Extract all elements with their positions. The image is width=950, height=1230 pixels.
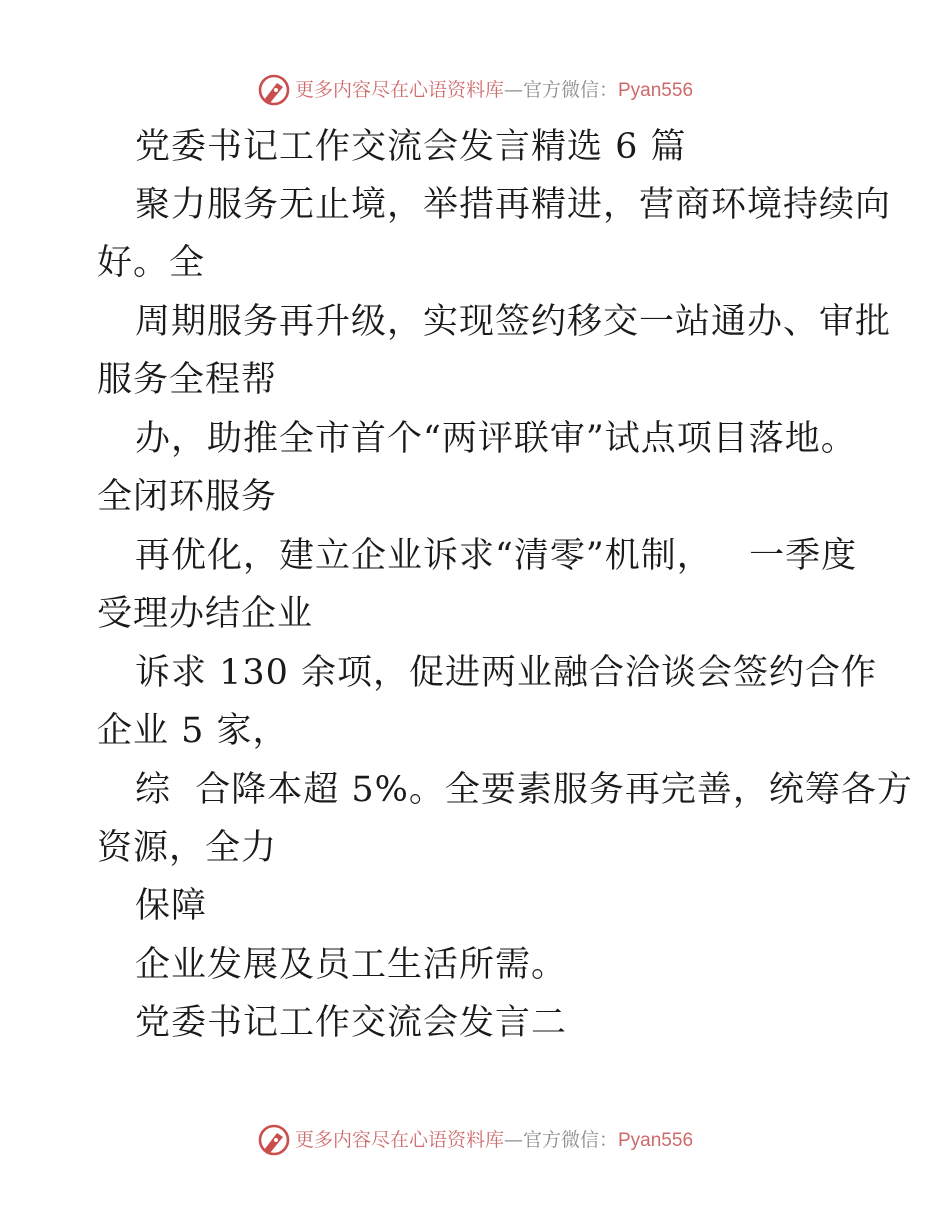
- watermark-official-label: 官方微信：: [522, 78, 618, 101]
- watermark-dash: —: [503, 78, 523, 101]
- paragraph-line: 全闭环服务: [97, 477, 278, 517]
- pen-nib-icon: [257, 1123, 291, 1157]
- section-heading: 党委书记工作交流会发言二: [135, 1003, 568, 1043]
- document-title: 党委书记工作交流会发言精选 6 篇: [135, 127, 687, 167]
- paragraph-line: 企业 5 家，: [97, 711, 289, 751]
- paragraph-line: 再优化，建立企业诉求“清零”机制， 一季度: [135, 536, 858, 576]
- paragraph-line: 诉求 130 余项，促进两业融合洽谈会签约合作: [135, 653, 878, 693]
- header-watermark: [0, 73, 950, 107]
- paragraph-line: 好。全: [97, 243, 206, 283]
- paragraph-line: 办，助推全市首个“两评联审”试点项目落地。: [135, 419, 857, 459]
- paragraph-line: 资源，全力: [97, 828, 278, 868]
- watermark-wechat-id: Pyan556: [618, 79, 694, 101]
- watermark-official-label: 官方微信：: [522, 1128, 618, 1151]
- paragraph-line: 服务全程帮: [97, 360, 278, 400]
- paragraph-line: 综 合降本超 5%。全要素服务再完善，统筹各方: [135, 770, 913, 810]
- watermark-text: 更多内容尽在心语资料库: [294, 1128, 504, 1151]
- paragraph-line: 企业发展及员工生活所需。: [135, 945, 568, 985]
- paragraph-line: 受理办结企业: [97, 594, 314, 634]
- watermark-text: 更多内容尽在心语资料库: [294, 78, 504, 101]
- paragraph-line: 周期服务再升级，实现签约移交一站通办、审批: [135, 302, 892, 342]
- watermark-dash: —: [503, 1128, 523, 1151]
- paragraph-line: 保障: [135, 886, 208, 926]
- pen-nib-icon: [257, 73, 291, 107]
- paragraph-line: 聚力服务无止境，举措再精进，营商环境持续向: [135, 185, 892, 225]
- watermark-wechat-id: Pyan556: [618, 1129, 694, 1151]
- footer-watermark: [0, 1123, 950, 1157]
